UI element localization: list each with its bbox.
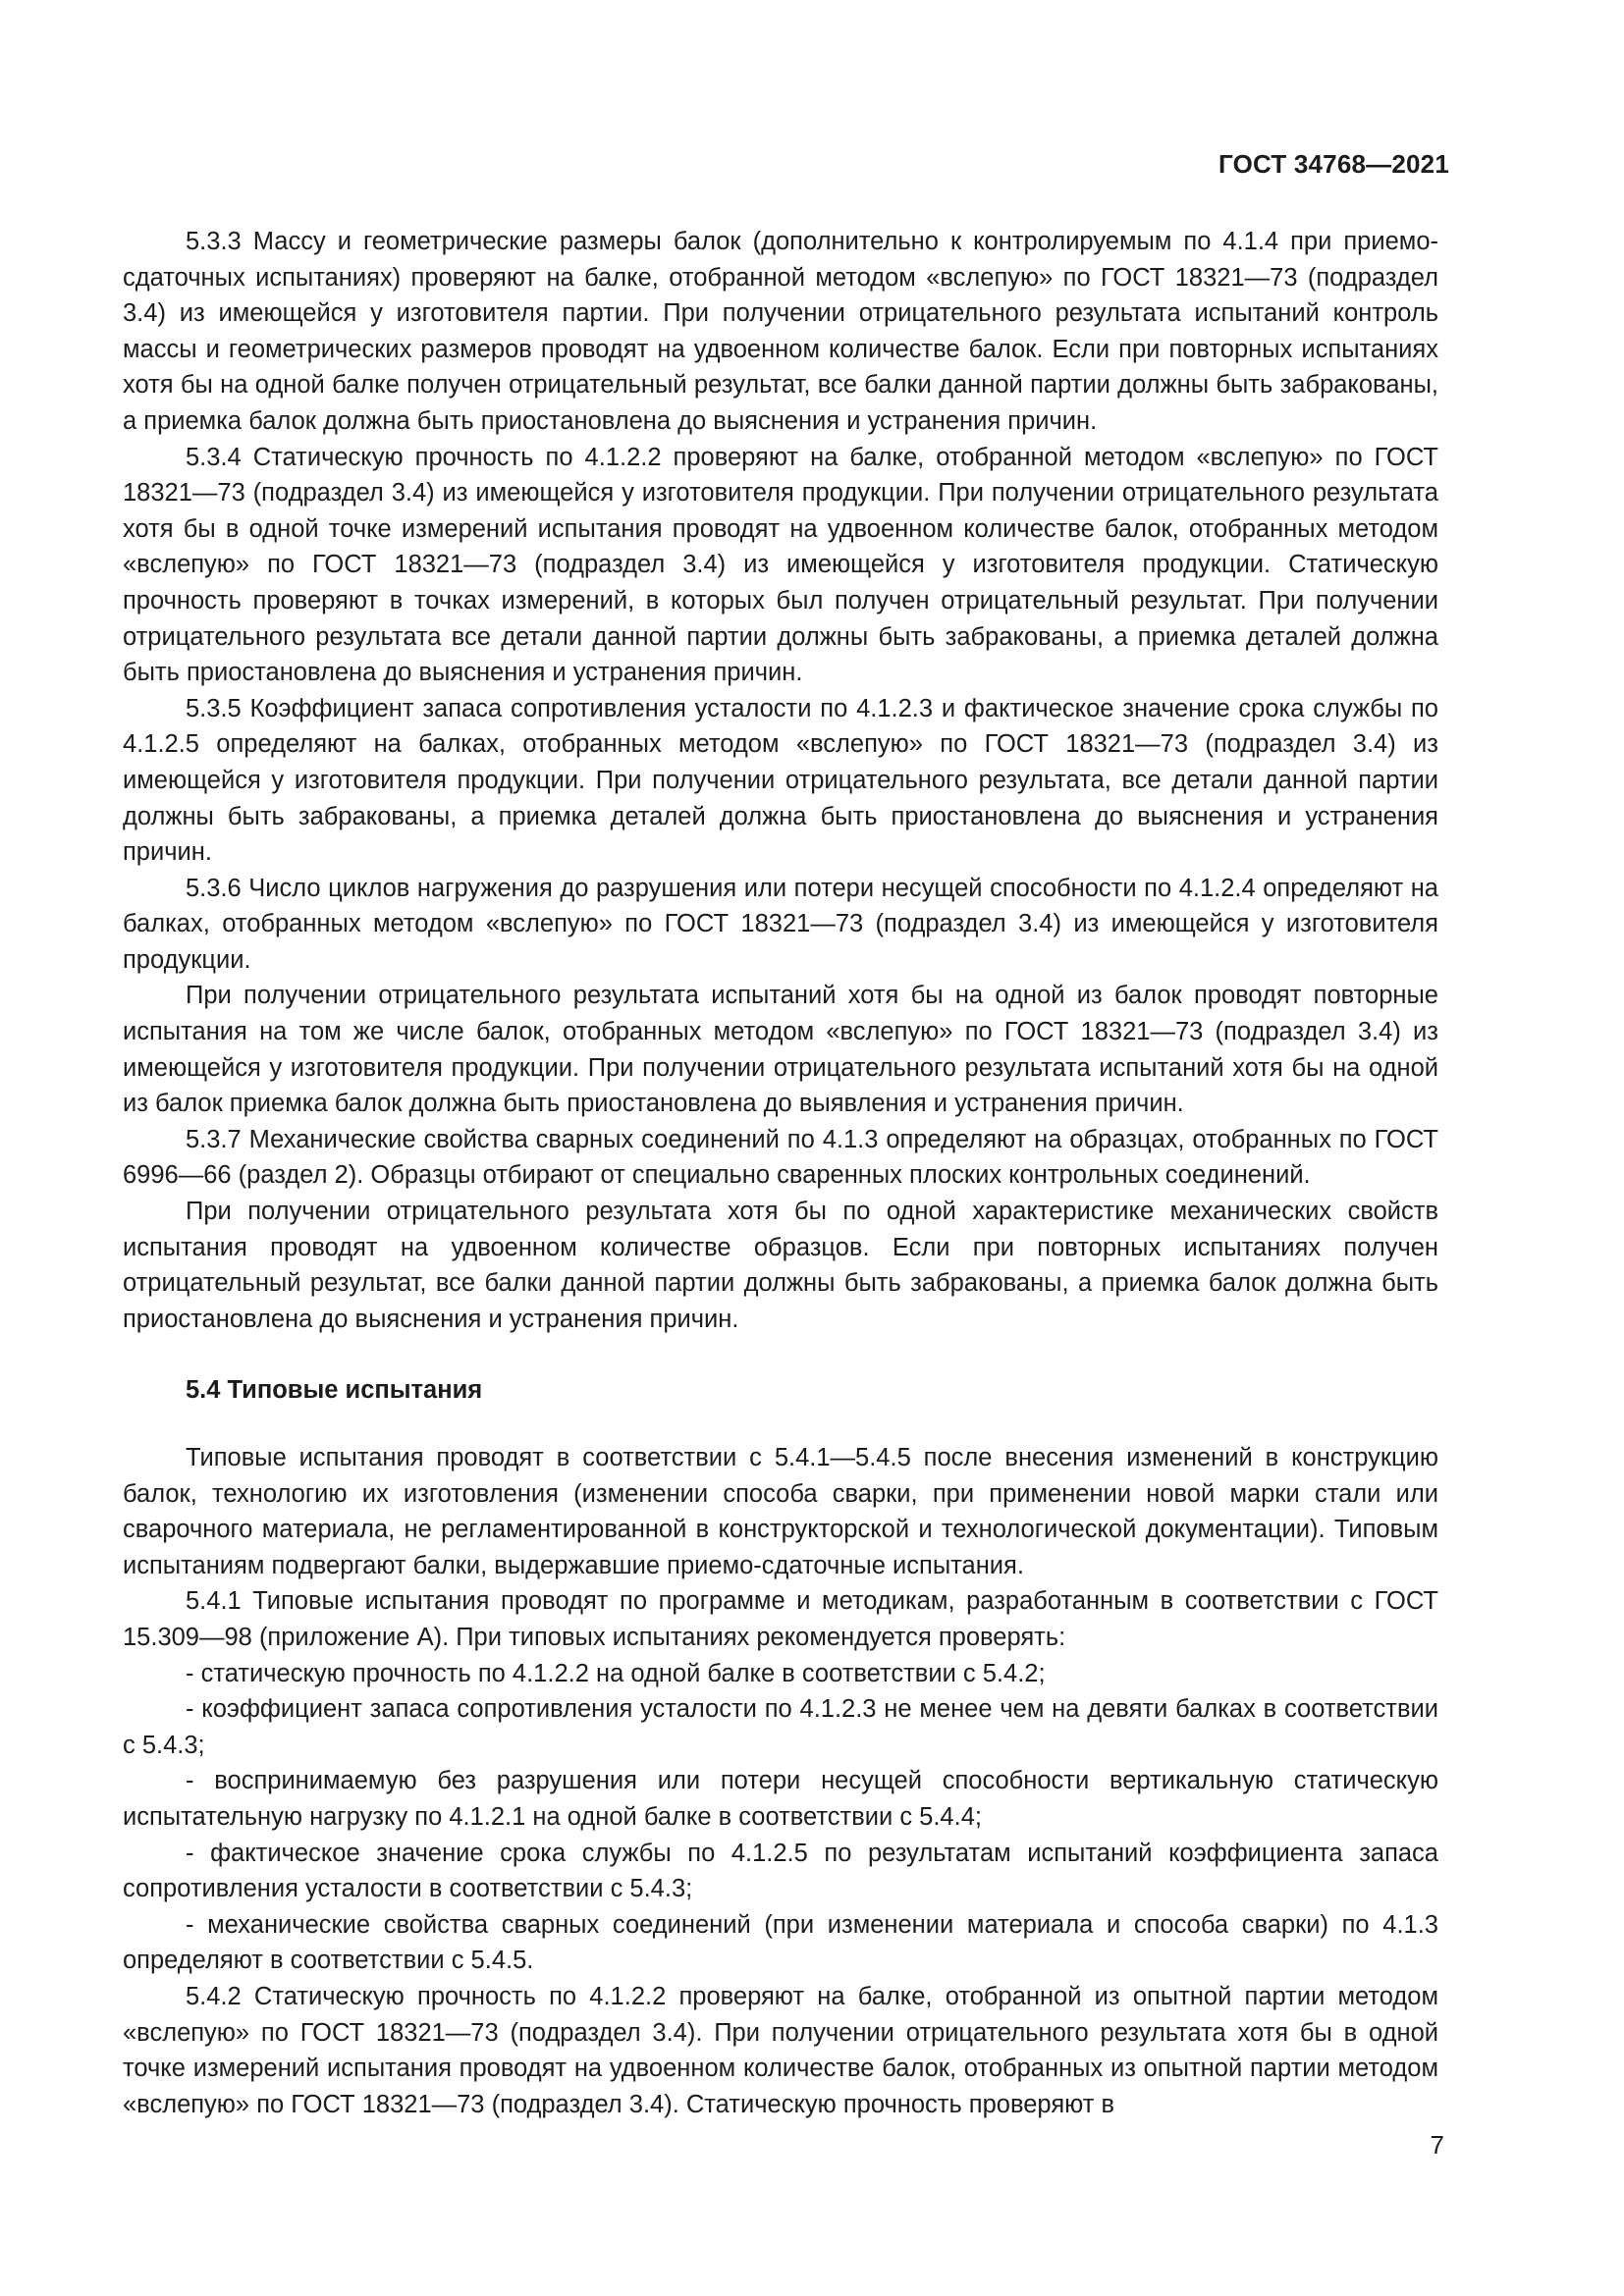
section-heading-5-4: 5.4 Типовые испытания (186, 1376, 483, 1405)
list-item: - механические свойства сварных соединений (при изменении материала и способа сварки) по 4.1.3 определяют в соответствии с 5.4.5. (123, 1910, 1438, 1975)
paragraph-5-3-4: 5.3.4 Статическую прочность по 4.1.2.2 проверяют на балке, отобранной методом «вслепую» по ГОСТ 18321—73 (подраздел 3.4) из имеющейся у изготовителя продукции. При получении отрицательного результата хотя бы в одной точке измерений испытания проводят на удвоенном количестве балок, отобранных методом «вслепую» по ГОСТ 18321—73 (подраздел 3.4) из имеющейся у изготовителя продукции. Статическую прочность проверяют в точках измерений, в которых был получен отрицательный результат. При получении отрицательного результата все детали данной партии должны быть забракованы, а приемка деталей должна быть приостановлена до выяснения и устранения причин. (123, 443, 1438, 687)
paragraph-5-3-6-continued: При получении отрицательного результата испытаний хотя бы на одной из балок проводят повторные испытания на том же числе балок, отобранных методом «вслепую» по ГОСТ 18321—73 (подраздел 3.4) из имеющейся у изготовителя продукции. При получении отрицательного результата испытаний хотя бы на одной из балок приемка балок должна быть приостановлена до выявления и устранения причин. (123, 982, 1438, 1118)
paragraph-5-3-3: 5.3.3 Массу и геометрические размеры балок (дополнительно к контролируемым по 4.1.4 при приемо-сдаточных испытаниях) проверяют на балке, отобранной методом «вслепую» по ГОСТ 18321—73 (подраздел 3.4) из имеющейся у изготовителя партии. При получении отрицательного результата испытаний контроль массы и геометрических размеров проводят на удвоенном количестве балок. Если при повторных испытаниях хотя бы на одной балке получен отрицательный результат, все балки данной партии должны быть забракованы, а приемка балок должна быть приостановлена до выяснения и устранения причин. (123, 228, 1438, 435)
list-item: - коэффициент запаса сопротивления усталости по 4.1.2.3 не менее чем на девяти балках в соответствии с 5.4.3; (123, 1695, 1438, 1759)
list-item: - статическую прочность по 4.1.2.2 на одной балке в соответствии с 5.4.2; (186, 1659, 1046, 1687)
document-body (123, 224, 1438, 2122)
paragraph-5-4-intro: Типовые испытания проводят в соответствии с 5.4.1—5.4.5 после внесения изменений в конструкцию балок, технологию их изготовления (изменении способа сварки, при применении новой марки стали или сварочного материала, не регламентированной в конструкторской и технологической документации). Типовым испытаниям подвергают балки, выдержавшие приемо-сдаточные испытания. (123, 1444, 1438, 1579)
paragraph-5-3-7-continued: При получении отрицательного результата хотя бы по одной характеристике механических свойств испытания проводят на удвоенном количестве образцов. Если при повторных испытаниях получен отрицательный результат, все балки данной партии должны быть забракованы, а приемка балок должна быть приостановлена до выяснения и устранения причин. (123, 1198, 1438, 1333)
list-item: - воспринимаемую без разрушения или потери несущей способности вертикальную статическую испытательную нагрузку по 4.1.2.1 на одной балке в соответствии с 5.4.4; (123, 1767, 1438, 1831)
paragraph-5-4-1: 5.4.1 Типовые испытания проводят по программе и методикам, разработанным в соответствии с ГОСТ 15.309—98 (приложение А). При типовых испытаниях рекомендуется проверять: (123, 1587, 1438, 1651)
paragraph-5-3-5: 5.3.5 Коэффициент запаса сопротивления усталости по 4.1.2.3 и фактическое значение срока службы по 4.1.2.5 определяют на балках, отобранных методом «вслепую» по ГОСТ 18321—73 (подраздел 3.4) из имеющейся у изготовителя продукции. При получении отрицательного результата, все детали данной партии должны быть забракованы, а приемка деталей должна быть приостановлена до выяснения и устранения причин. (123, 694, 1438, 867)
document-header-standard: ГОСТ 34768—2021 (1218, 149, 1449, 179)
list-item: - фактическое значение срока службы по 4.1.2.5 по результатам испытаний коэффициента запаса сопротивления усталости в соответствии с 5.4.3; (123, 1839, 1438, 1903)
page-number: 7 (1430, 2130, 1444, 2160)
paragraph-5-3-7: 5.3.7 Механические свойства сварных соединений по 4.1.3 определяют на образцах, отобранных по ГОСТ 6996—66 (раздел 2). Образцы отбирают от специально сваренных плоских контрольных соединений. (123, 1125, 1438, 1190)
paragraph-5-4-2: 5.4.2 Статическую прочность по 4.1.2.2 проверяют на балке, отобранной из опытной партии методом «вслепую» по ГОСТ 18321—73 (подраздел 3.4). При получении отрицательного результата хотя бы в одной точке измерений испытания проводят на удвоенном количестве балок, отобранных из опытной партии методом «вслепую» по ГОСТ 18321—73 (подраздел 3.4). Статическую прочность проверяют в (123, 1982, 1438, 2118)
paragraph-5-3-6: 5.3.6 Число циклов нагружения до разрушения или потери несущей способности по 4.1.2.4 определяют на балках, отобранных методом «вслепую» по ГОСТ 18321—73 (подраздел 3.4) из имеющейся у изготовителя продукции. (123, 874, 1438, 974)
